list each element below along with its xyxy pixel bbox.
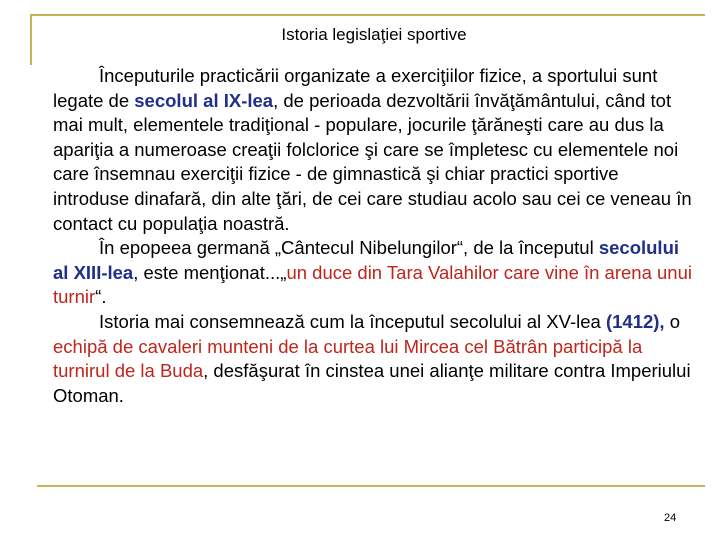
text-run: În epopeea germană „Cântecul Nibelungilor“, de la începutul [99,237,599,259]
text-run: Istoria mai consemnează cum la începutul secolului al XV-lea [99,310,606,332]
paragraph-3 [53,310,693,408]
text-run: , desfăşurat în cinstea unei alianţe militare contra Imperiului Otoman. [53,360,691,406]
text-run: , este menţionat...„ [133,261,287,283]
quote-highlight: un duce din Tara Valahilor care vine în arena unui turnir [53,261,692,308]
highlight-year-1412: (1412), [605,310,665,332]
frame-bottom-accent-line [37,485,705,487]
page-number: 24 [664,512,677,524]
slide-body [53,64,693,408]
highlight-century-xiii: secolului al XIII-lea [53,237,680,283]
text-run: o [664,310,681,332]
knights-highlight: echipă de cavaleri munteni de la curtea lui Mircea cel Bătrân participă la turnirul de la Buda [53,335,643,382]
frame-top-accent-line [30,14,705,16]
paragraph-2 [53,236,693,310]
text-run: , de perioada dezvoltării învăţământului, când tot mai mult, elementele tradiţional - populare, jocurile ţărăneşti care au dus la apariţia a numeroase creaţii folclorice şi care se împletesc cu elementele noi care însemnau exerciţii fizice - de gimnastică şi chiar practici sportive introduse dinafară, din alte ţări, de cei care studiau acolo sau cei ce veneau în contact cu populaţia noastră. [53,89,692,234]
highlight-century-ix: secolul al IX-lea [134,89,274,111]
text-run: Începuturile practicării organizate a exerciţiilor fizice, a sportului sunt legate de [53,65,658,111]
text-run: “. [95,286,107,308]
paragraph-1 [53,64,693,236]
slide-title: Istoria legislaţiei sportive [281,25,467,44]
